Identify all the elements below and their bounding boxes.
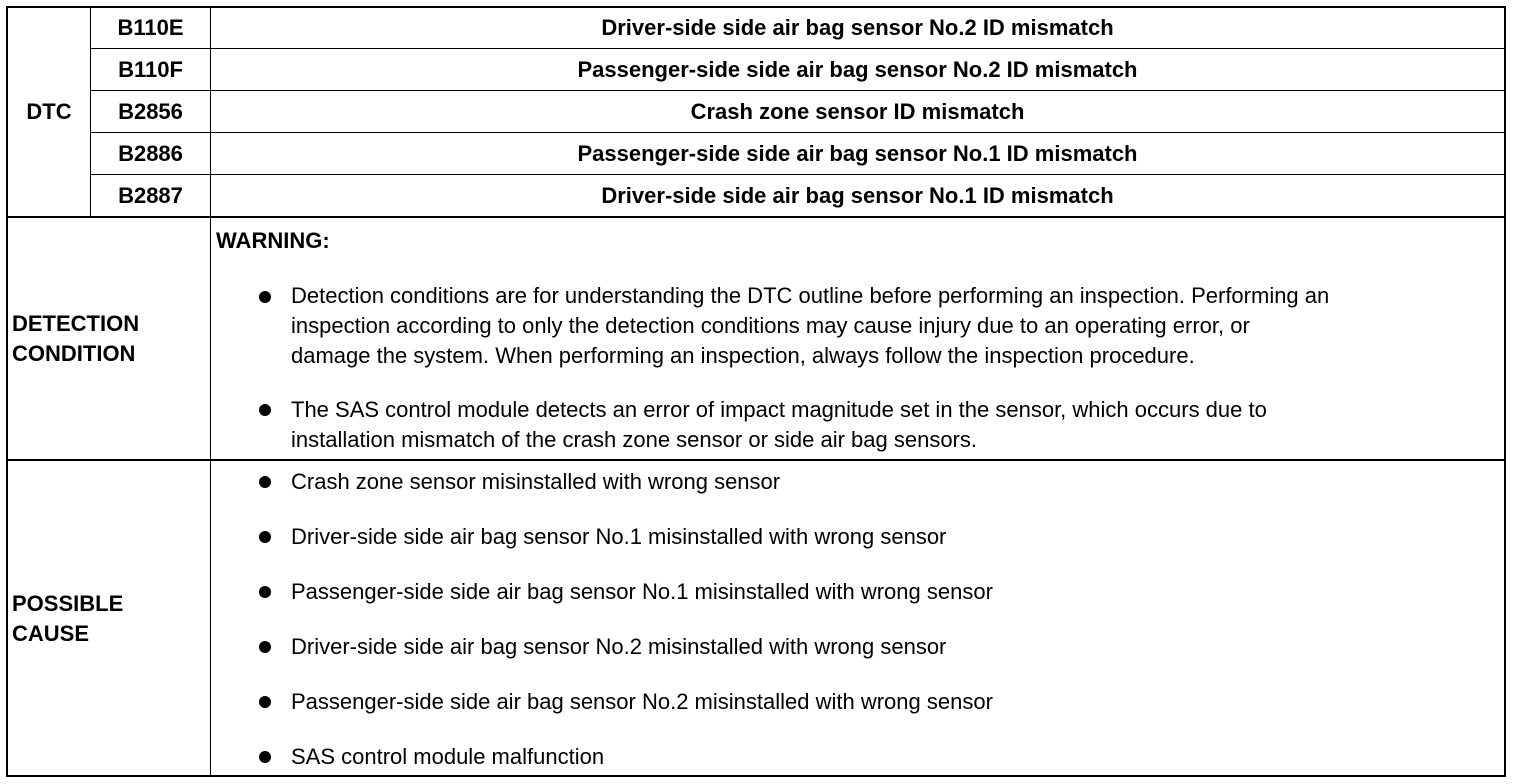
dtc-description: Passenger-side side air bag sensor No.1 ID mismatch [577, 140, 1138, 166]
possible-cause-item: Passenger-side side air bag sensor No.2 misinstalled with wrong sensor [291, 689, 993, 714]
dtc-code: B110E [117, 15, 184, 40]
warning-heading: WARNING: [216, 228, 330, 253]
bullet-icon [259, 641, 271, 653]
bullet-icon [259, 291, 271, 303]
bullet-icon [259, 404, 271, 416]
detection-condition-label [12, 309, 207, 369]
detection-bullet-text [291, 281, 1501, 371]
possible-cause-item: Driver-side side air bag sensor No.1 misinstalled with wrong sensor [291, 524, 947, 549]
dtc-label: DTC [26, 99, 72, 124]
section-divider [6, 459, 1506, 461]
possible-cause-item: Driver-side side air bag sensor No.2 misinstalled with wrong sensor [291, 634, 947, 659]
possible-cause-item: SAS control module malfunction [291, 744, 605, 769]
detection-bullet-line: The SAS control module detects an error of impact magnitude set in the sensor, which occurs due to [291, 397, 1267, 422]
bullet-icon [259, 531, 271, 543]
dtc-description: Crash zone sensor ID mismatch [690, 98, 1025, 124]
detection-bullet-line: installation mismatch of the crash zone sensor or side air bag sensors. [291, 427, 977, 452]
section-divider [6, 216, 1506, 218]
bullet-icon [259, 696, 271, 708]
bullet-icon [259, 586, 271, 598]
detection-bullet-line: damage the system. When performing an inspection, always follow the inspection procedure. [291, 343, 1195, 368]
detection-bullet-text [291, 395, 1501, 455]
possible-cause-item: Passenger-side side air bag sensor No.1 misinstalled with wrong sensor [291, 579, 993, 604]
detection-bullet-line: Detection conditions are for understanding the DTC outline before performing an inspection. Performing an [291, 283, 1330, 308]
dtc-code: B110F [118, 56, 183, 82]
dtc-code: B2886 [118, 140, 183, 166]
bullet-icon [259, 476, 271, 488]
bullet-icon [259, 751, 271, 763]
possible-cause-label-line2: CAUSE [12, 621, 90, 646]
detection-label-line1: DETECTION [12, 311, 140, 336]
dtc-description: Driver-side side air bag sensor No.2 ID mismatch [601, 15, 1114, 40]
possible-cause-label-line1: POSSIBLE [12, 591, 124, 616]
dtc-description: Passenger-side side air bag sensor No.2 ID mismatch [577, 56, 1138, 82]
possible-cause-label [12, 589, 207, 649]
detection-bullet-line: inspection according to only the detection conditions may cause injury due to an operating error, or [291, 313, 1250, 338]
dtc-code: B2856 [118, 98, 183, 124]
possible-cause-item: Crash zone sensor misinstalled with wrong sensor [291, 469, 781, 494]
dtc-code: B2887 [118, 182, 183, 208]
dtc-description: Driver-side side air bag sensor No.1 ID mismatch [601, 182, 1114, 208]
detection-label-line2: CONDITION [12, 341, 136, 366]
